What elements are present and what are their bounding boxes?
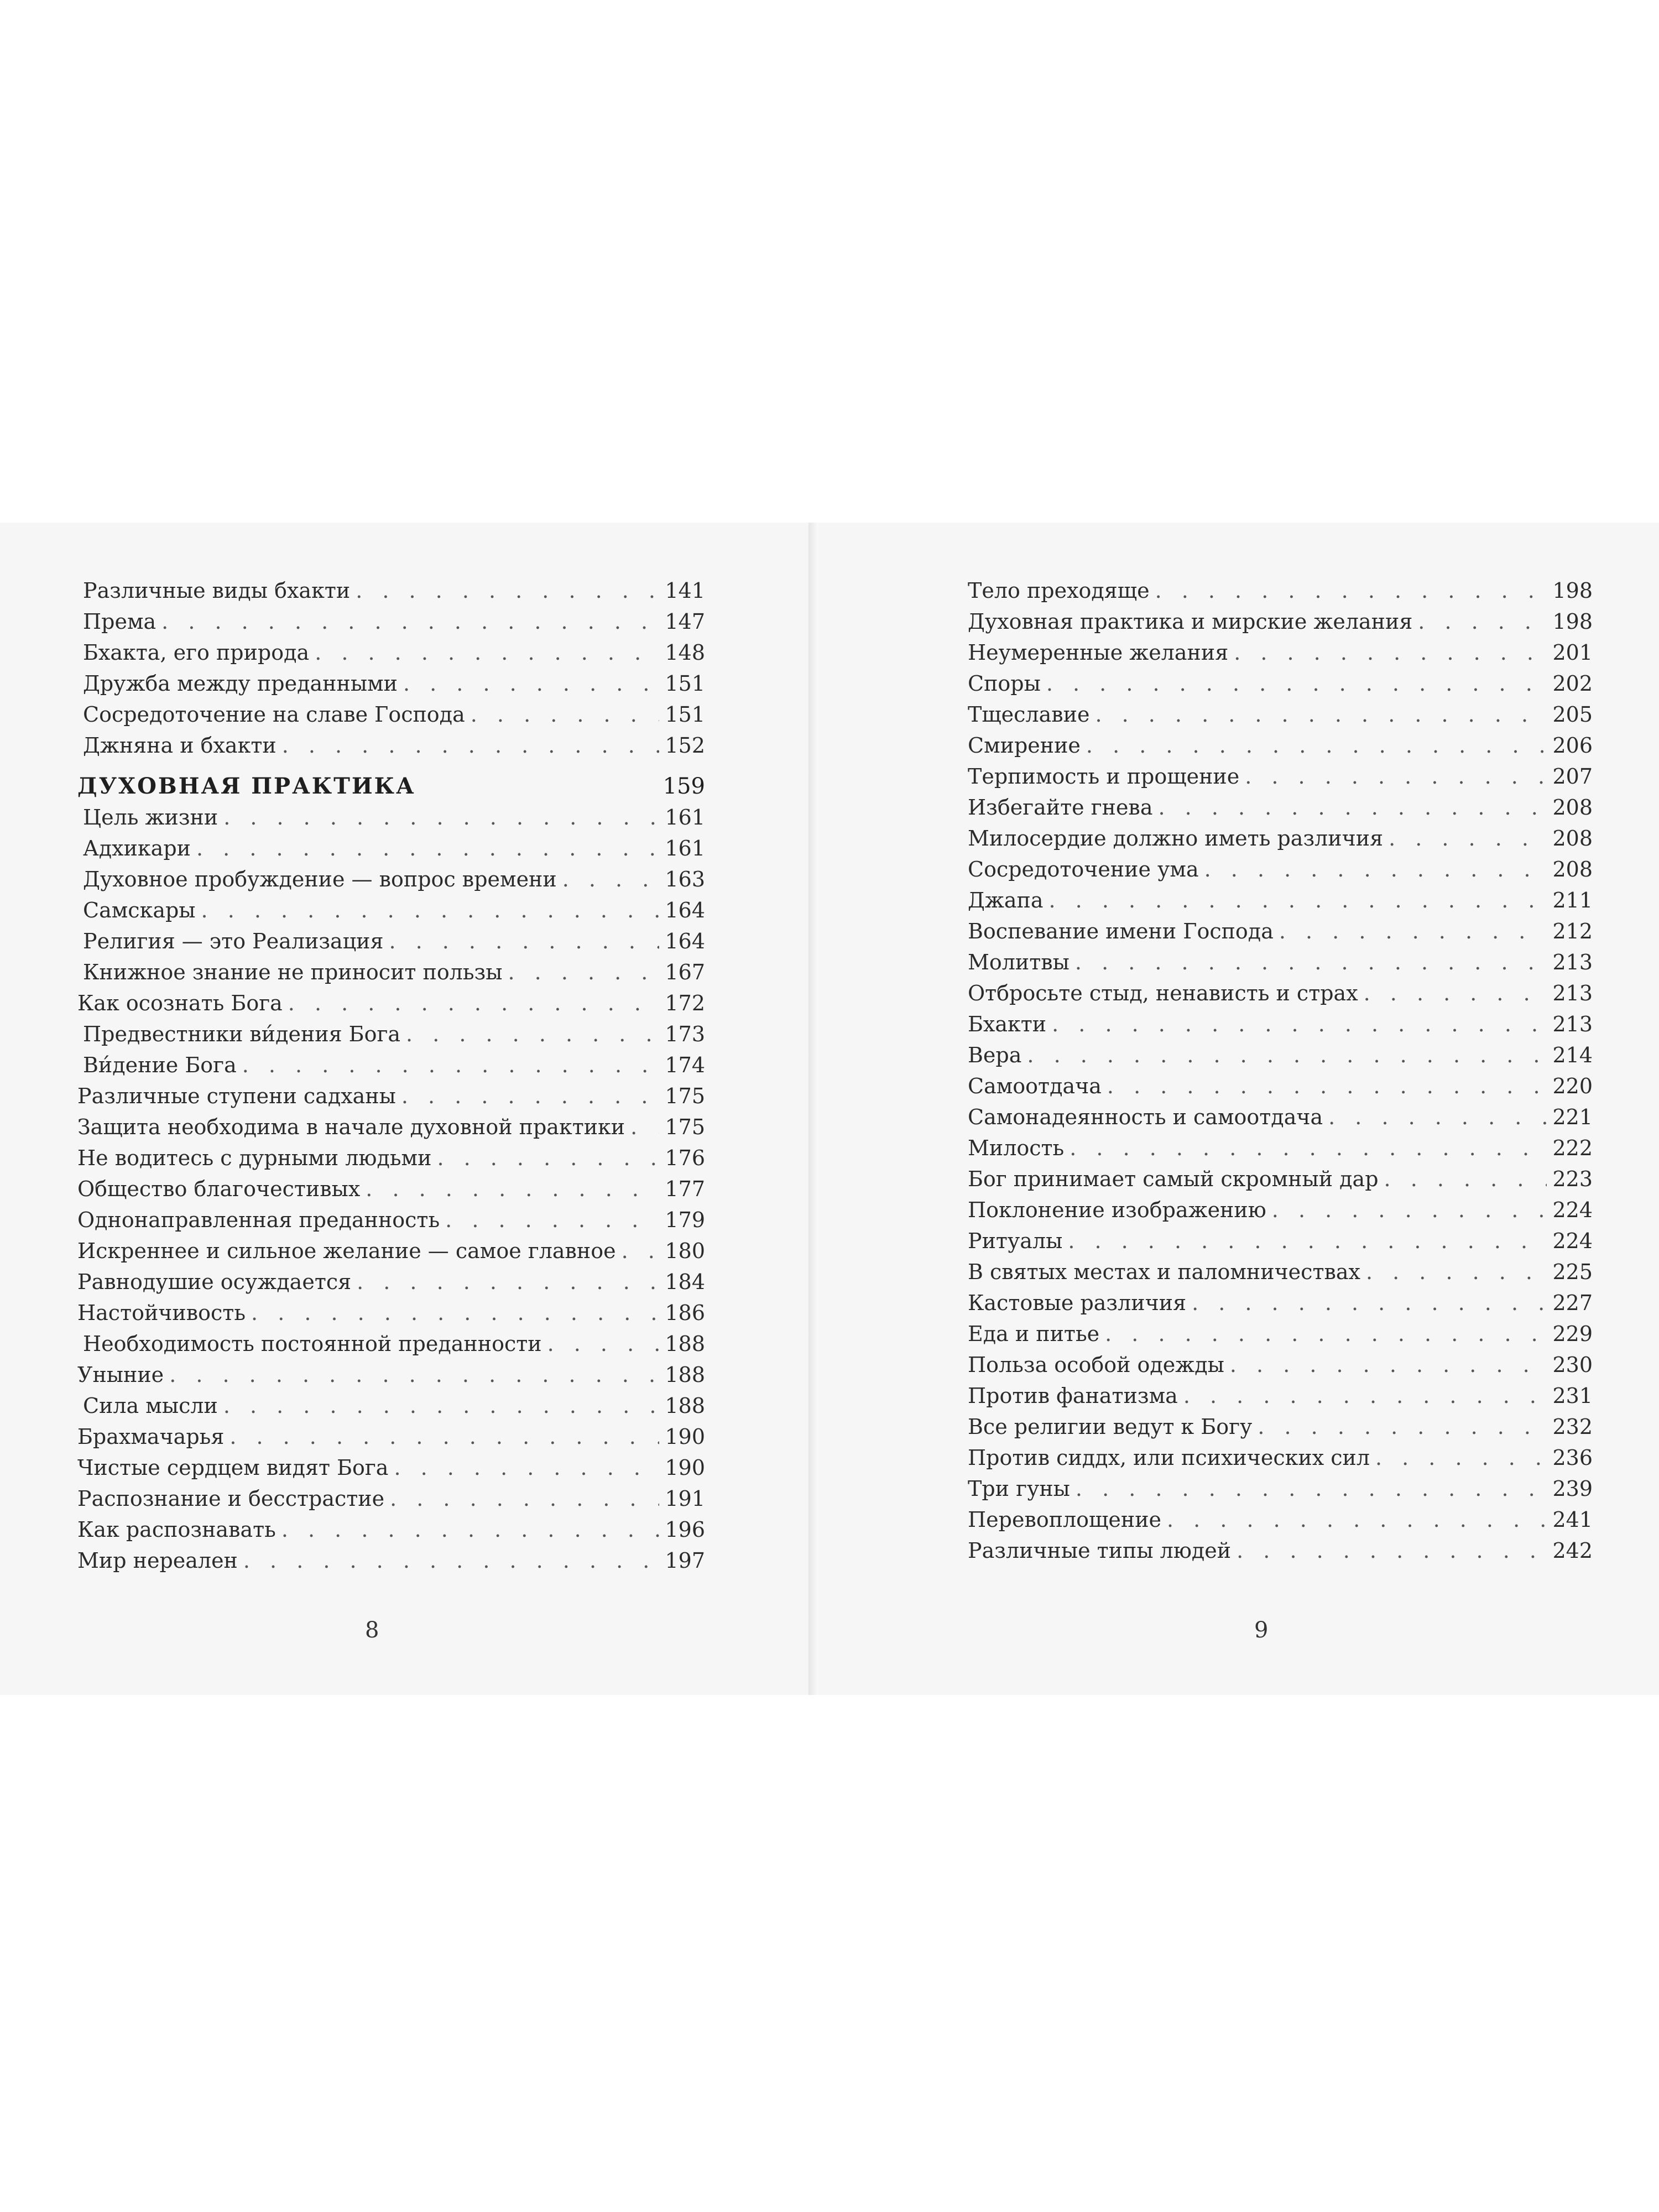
toc-entry: Различные виды бхакти . . . 141: [77, 575, 705, 606]
toc-entry: Бог принимает самый скромный дар . . . 223: [968, 1164, 1593, 1194]
toc-entry: Неумеренные желания . . . 201: [968, 637, 1593, 668]
toc-entry: Сосредоточение ума . . . 208: [968, 854, 1593, 885]
toc-entry: Милость . . . 222: [968, 1133, 1593, 1164]
toc-entry: Польза особой одежды . . . 230: [968, 1349, 1593, 1380]
toc-entry: Уныние . . . 188: [77, 1359, 705, 1390]
toc-entry: Против фанатизма . . . 231: [968, 1380, 1593, 1411]
toc-entry: Адхикари . . . 161: [77, 833, 705, 864]
toc-entry: Самонадеянность и самоотдача . . . 221: [968, 1102, 1593, 1133]
toc-entry: Защита необходима в начале духовной практики . . . 175: [77, 1112, 705, 1142]
toc-entry: Настойчивость . . . 186: [77, 1297, 705, 1328]
toc-entry: Различные ступени садханы . . . 175: [77, 1081, 705, 1112]
toc-entry: В святых местах и паломничествах . . . 225: [968, 1256, 1593, 1287]
toc-entry: Духовная практика и мирские желания . . . 198: [968, 606, 1593, 637]
toc-entry: Споры . . . 202: [968, 668, 1593, 699]
toc-entry: Милосердие должно иметь различия . . . 208: [968, 823, 1593, 854]
toc-entry: Против сиддх, или психических сил . . . 236: [968, 1442, 1593, 1473]
toc-entry: Не водитесь с дурными людьми . . . 176: [77, 1142, 705, 1173]
toc-entry: Брахмачарья . . . 190: [77, 1421, 705, 1452]
toc-entry: Ритуалы . . . 224: [968, 1225, 1593, 1256]
toc-entry: Как осознать Бога . . . 172: [77, 988, 705, 1019]
toc-entry: Чистые сердцем видят Бога . . . 190: [77, 1452, 705, 1483]
toc-entry: Молитвы . . . 213: [968, 947, 1593, 978]
toc-entry: Ви́дение Бога . . . 174: [77, 1050, 705, 1081]
toc-entry: Мир нереален . . . 197: [77, 1545, 705, 1576]
toc-entry: Джапа . . . 211: [968, 885, 1593, 916]
toc-entry: Воспевание имени Господа . . . 212: [968, 916, 1593, 947]
toc-entry: Бхакта, его природа . . . 148: [77, 637, 705, 668]
toc-entry: Распознание и бесстрастие . . . 191: [77, 1483, 705, 1514]
toc-entry: Однонаправленная преданность . . . 179: [77, 1204, 705, 1235]
toc-entry: Как распознавать . . . 196: [77, 1514, 705, 1545]
toc-entry: Самскары . . . 164: [77, 895, 705, 926]
right-page: [818, 523, 1659, 1695]
toc-entry: Еда и питье . . . 229: [968, 1318, 1593, 1349]
toc-entry: Три гуны . . . 239: [968, 1473, 1593, 1504]
toc-entry: Кастовые различия . . . 227: [968, 1287, 1593, 1318]
toc-entry: Дружба между преданными . . . 151: [77, 668, 705, 699]
toc-entry: Предвестники ви́дения Бога . . . 173: [77, 1019, 705, 1050]
toc-entry: Избегайте гнева . . . 208: [968, 792, 1593, 823]
toc-entry: Поклонение изображению . . . 224: [968, 1194, 1593, 1225]
toc-entry: Религия — это Реализация . . . 164: [77, 926, 705, 957]
toc-entry: Все религии ведут к Богу . . . 232: [968, 1411, 1593, 1442]
page-number: 9: [1254, 1618, 1269, 1643]
toc-entry: Бхакти . . . 213: [968, 1009, 1593, 1040]
left-page: [0, 523, 808, 1695]
book-gutter: [808, 523, 818, 1695]
toc-entry: Терпимость и прощение . . . 207: [968, 761, 1593, 792]
toc-entry: Тело преходяще . . . 198: [968, 575, 1593, 606]
toc-entry: Отбросьте стыд, ненависть и страх . . . 213: [968, 978, 1593, 1009]
toc-entry: Различные типы людей . . . 242: [968, 1535, 1593, 1566]
toc-entry: Общество благочестивых . . . 177: [77, 1173, 705, 1204]
toc-entry: Према . . . 147: [77, 606, 705, 637]
toc-entry: Сила мысли . . . 188: [77, 1390, 705, 1421]
toc-entry: Книжное знание не приносит пользы . . . 167: [77, 957, 705, 988]
toc-entry: Вера . . . 214: [968, 1040, 1593, 1071]
toc-entry: Джняна и бхакти . . . 152: [77, 730, 705, 761]
toc-entry: Самоотдача . . . 220: [968, 1071, 1593, 1102]
toc-entry: Перевоплощение . . . 241: [968, 1504, 1593, 1535]
page-number: 8: [365, 1618, 379, 1643]
toc-entry: Искреннее и сильное желание — самое главное . . . 180: [77, 1235, 705, 1266]
toc-entry: Духовное пробуждение — вопрос времени . . . 163: [77, 864, 705, 895]
toc-entry: Необходимость постоянной преданности . . . 188: [77, 1328, 705, 1359]
toc-entry: Тщеславие . . . 205: [968, 699, 1593, 730]
toc-entry: Равнодушие осуждается . . . 184: [77, 1266, 705, 1297]
toc-entry: Цель жизни . . . 161: [77, 802, 705, 833]
toc-entry: Смирение . . . 206: [968, 730, 1593, 761]
section-heading: ДУХОВНАЯ ПРАКТИКА 159: [77, 773, 705, 799]
toc-entry: Сосредоточение на славе Господа . . . 151: [77, 699, 705, 730]
